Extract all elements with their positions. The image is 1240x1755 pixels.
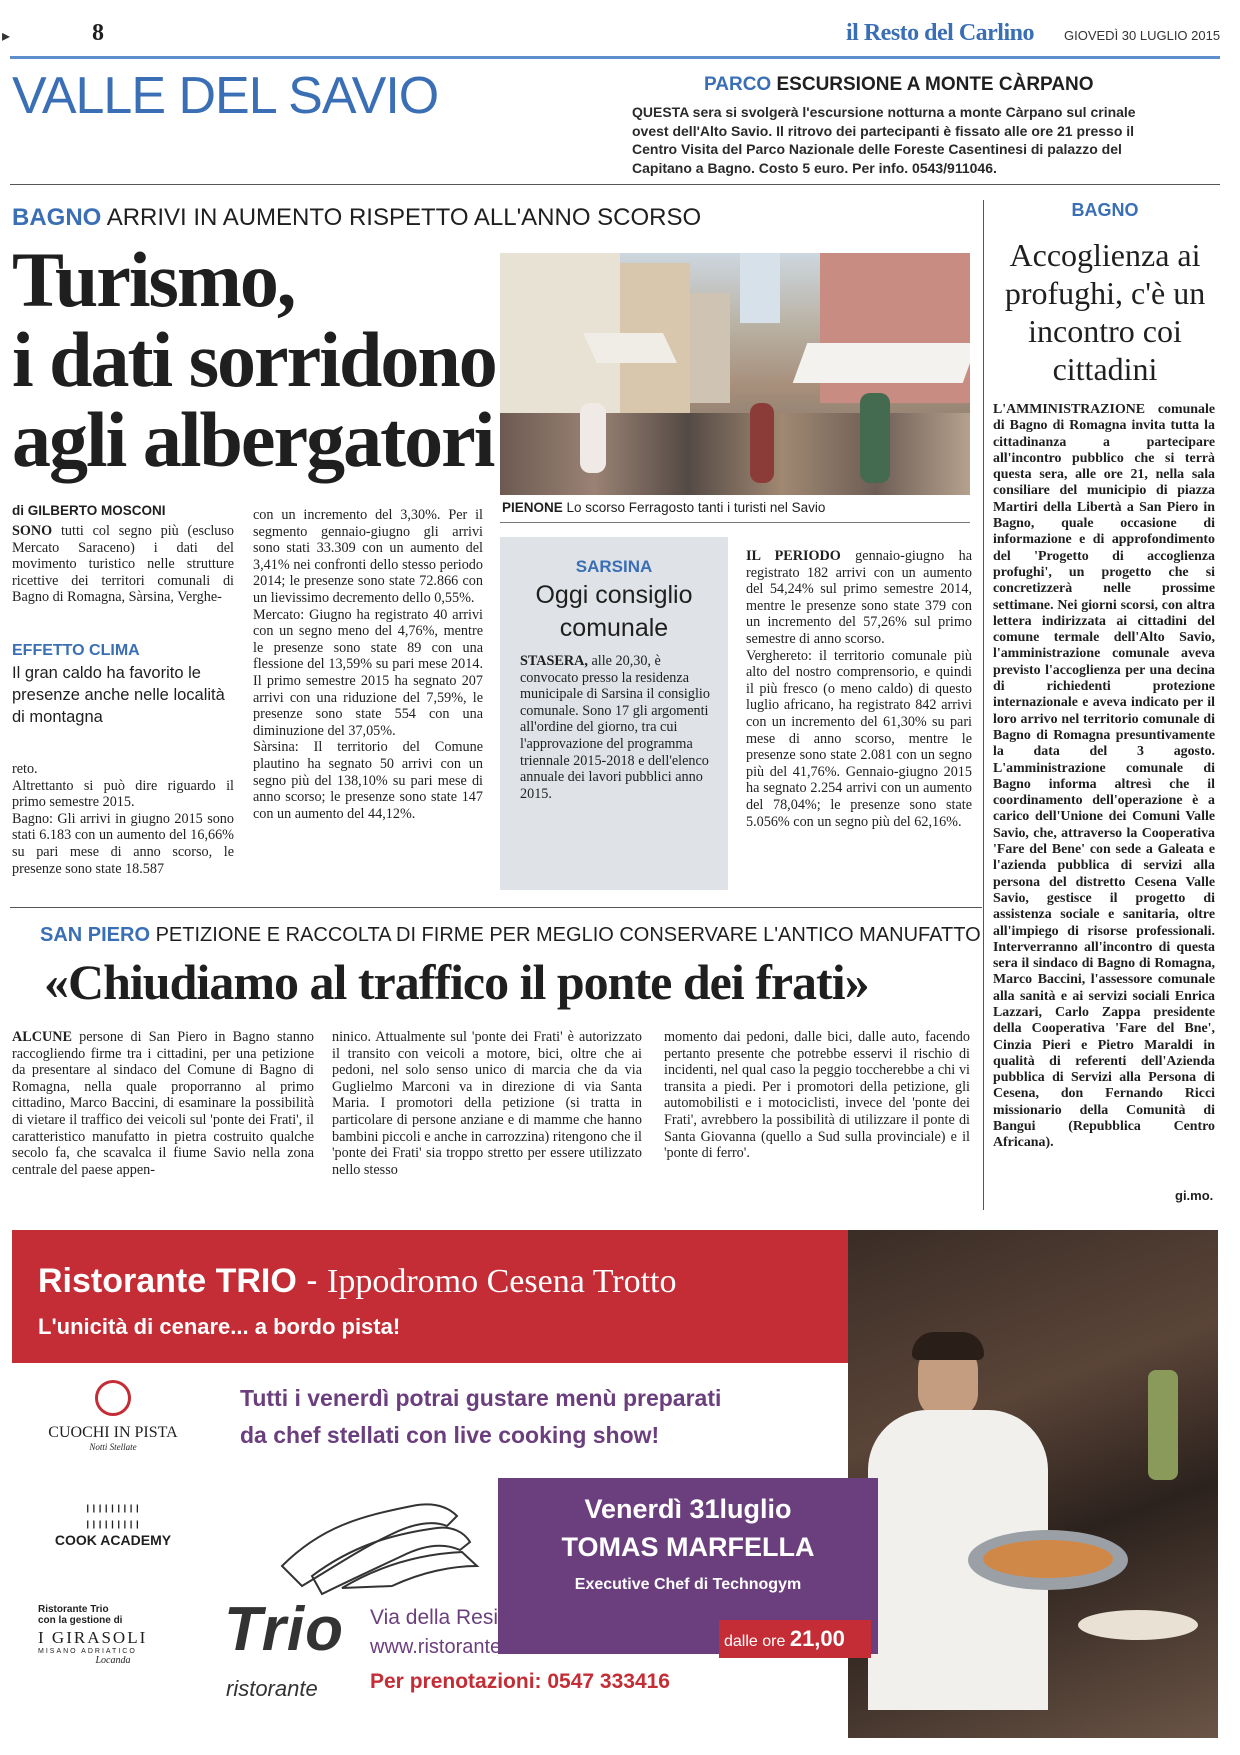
accoglienza-headline: Accoglienza ai profughi, c'è un incontro coi cittadini: [1004, 237, 1206, 387]
accoglienza-kicker: BAGNO: [1071, 200, 1139, 220]
effetto-clima-text: Il gran caldo ha favorito le presenze anche nelle località di montagna: [12, 664, 225, 726]
ad-website: www.ristorante-trio.it: [370, 1636, 552, 1658]
ad-promo-line2: da chef stellati con live cooking show!: [240, 1422, 660, 1448]
horses-logo: [272, 1476, 492, 1596]
girasoli-line2: con la gestione di: [38, 1615, 123, 1626]
rule-under-parco: [10, 184, 1220, 185]
sanpiero-headline: «Chiudiamo al traffico il ponte dei frati»: [44, 954, 869, 1010]
turismo-col2: [253, 507, 483, 822]
ad-event-date: Venerdì 31luglio: [584, 1494, 792, 1524]
sanpiero-col3: momento dai pedoni, dalle bici, dalle auto, facendo pertanto presente che potrebbe esservi il rischio di incidenti, nel qual caso la peggio toccherebbe a chi vi transita a piedi. Per i promotori della petizione, gli automobilisti e i motociclisti, invece del 'ponte dei Frati', avrebbero la possibilità di utilizzare il ponte di Santa Giovanna (quello a Sud sulla provinciale) e il 'ponte di ferro'.: [664, 1029, 970, 1162]
ad-time-value: 21,00: [789, 1626, 845, 1651]
photo-caption: [502, 500, 825, 515]
photo-caption-kicker: PIENONE: [502, 500, 563, 515]
sarsina-body: alle 20,30, è convocato presso la residenza municipale di Sarsina il consiglio comunale. Sono 17 gli argomenti all'ordine del giorno, tra cui l'approvazione del programma triennale 2015-2018 e dell'elenco annuale dei lavori pubblici anno 2015.: [520, 653, 710, 802]
issue-date: GIOVEDÌ 30 LUGLIO 2015: [1064, 28, 1221, 43]
girasoli-sub: MISANO ADRIATICO: [38, 1648, 137, 1655]
sanpiero-col1-text: persone di San Piero in Bagno stanno raccogliendo firme tra i cittadini, per una petizione da presentare al sindaco del Comune di Bagno di Romagna, nella quale proporranno al primo cittadino, Marco Baccini, di esaminare la possibilità di vietare il traffico dei veicoli sul 'ponte dei Frati', il caratteristico manufatto in pietra costruito qualche secolo fa, che scavalca il fiume Savio nella zona centrale del paese appen-: [12, 1029, 314, 1178]
turismo-headline-line2: i dati sorridono: [12, 316, 496, 403]
parco-kicker: PARCO: [704, 74, 772, 95]
ad-address: Via della Resistenza 4 - Cesena: [370, 1606, 669, 1629]
chef-hat-icon: [95, 1380, 131, 1416]
cook-academy-logo: [38, 1500, 188, 1548]
parco-headline: ESCURSIONE A MONTE CÀRPANO: [776, 74, 1094, 95]
turismo-col4-lead: IL PERIODO: [746, 548, 841, 564]
ad-chef-role: Executive Chef di Technogym: [574, 1576, 802, 1593]
masthead-rule: [10, 56, 1220, 59]
turismo-headline-line3: agli albergatori: [12, 396, 494, 483]
sarsina-headline: Oggi consiglio comunale: [535, 581, 693, 642]
girasoli-script: Locanda: [95, 1655, 131, 1666]
rule-above-sanpiero: [10, 907, 982, 908]
parco-body: sera si svolgerà l'escursione notturna a monte Càrpano sul crinale ovest dell'Alto Savio. Il ritrovo dei partecipanti è fissato alle ore 21 presso il Centro Visita del Parco Nazionale delle Foreste Casentinesi di palazzo del Capitano a Bagno. Costo 5 euro. Per info. 0543/911046.: [632, 104, 1136, 176]
cook-academy-name: COOK ACADEMY: [54, 1532, 172, 1548]
turismo-col1-lead: SONO: [12, 523, 53, 539]
trio-brand-sub: ristorante: [226, 1676, 318, 1701]
parco-headline-row: [704, 74, 1094, 96]
street-photo: [500, 253, 970, 495]
ad-chef-name: TOMAS MARFELLA: [561, 1532, 815, 1562]
turismo-col1-top: [12, 523, 234, 606]
turismo-col1-cont3: Bagno: Gli arrivi in giugno 2015 sono stati 6.183 con un aumento del 16,66% su pari mese di anno scorso, le presenze sono state 18.587: [12, 810, 234, 877]
photo-caption-text: Lo scorso Ferragosto tanti i turisti nel Savio: [566, 500, 826, 515]
turismo-col4-p2: Verghereto: il territorio comunale più alto del nostro comprensorio, e quindi il più fresco (o meno caldo) di questo luglio africano, ha registrato 842 arrivi con un incremento del 61,30% su pari mese di anno scorso, mentre le presenze sono state 2.081 con un segno più del 41,76%. Gennaio-giugno 2015 ha segnato 2.254 arrivi con un aumento del 78,04%; le presenze sono state 5.056% con un segno più del 62,16%.: [746, 647, 972, 830]
accoglienza-text: [993, 402, 1215, 1152]
turismo-col1-cont1: reto.: [12, 761, 38, 777]
turismo-col2-p2: Mercato: Giugno ha registrato 40 arrivi con un segno meno del 4,76%, mentre le presenze sono state 89 con una flessione del 13,59% su pari mese 2014. Il primo semestre 2015 ha segnato 207 arrivi con una riduzione del 7,59%, le presenze sono state 554 con una diminuzione del 37,05%.: [253, 606, 483, 739]
sanpiero-overline-text: PETIZIONE E RACCOLTA DI FIRME PER MEGLIO CONSERVARE L'ANTICO MANUFATTO: [155, 924, 981, 946]
sarsina-kicker: SARSINA: [575, 557, 653, 576]
cuochi-in-pista-name: CUOCHI IN PISTA: [48, 1424, 178, 1441]
right-column-rule: [983, 200, 984, 1210]
turismo-headline: [12, 236, 496, 483]
trio-brand: Trio: [224, 1595, 344, 1664]
sarsina-text: [500, 645, 728, 802]
turismo-col1-body: tutti col segno più (escluso Mercato Saraceno) i dati del movimento turistico nelle strutture ricettive dei territori comunali di Bagno di Romagna, Sàrsina, Verghe-: [12, 523, 234, 606]
sanpiero-kicker: SAN PIERO: [40, 924, 151, 946]
ad-banner: [12, 1230, 1218, 1738]
sarsina-box: [500, 537, 728, 890]
turismo-col4: [746, 548, 972, 830]
turismo-byline: di GILBERTO MOSCONI: [12, 503, 166, 518]
sanpiero-overline: [40, 924, 981, 947]
newspaper-name: il Resto del Carlino: [846, 20, 1034, 46]
turismo-col2-p3: Sàrsina: Il territorio del Comune plautino ha segnato 50 arrivi con un segno più del 138,10% su pari mese di anno scorso; le presenze sono state 147 con un aumento del 44,12%.: [253, 739, 483, 822]
page-number: 8: [92, 20, 104, 46]
turismo-col4-p1: gennaio-giugno ha registrato 182 arrivi con un aumento del 54,24% sul primo semestre 2014, mentre le presenze sono state 379 con un incremento del 57,26% sul primo semestre di anno scorso.: [746, 548, 972, 647]
parco-text: [632, 103, 1142, 177]
turismo-col1-bottom: [12, 761, 234, 877]
girasoli-name: I GIRASOLI: [38, 1628, 148, 1647]
sanpiero-lead: ALCUNE: [12, 1029, 72, 1045]
section-title: VALLE DEL SAVIO: [12, 67, 439, 125]
turismo-overline-text: ARRIVI IN AUMENTO RISPETTO ALL'ANNO SCORSO: [106, 204, 702, 231]
ad-promo: [240, 1380, 721, 1454]
parco-lead: QUESTA: [632, 104, 689, 120]
ad-time-label: dalle ore: [724, 1633, 786, 1650]
sanpiero-col1: [12, 1029, 314, 1178]
turismo-col2-p1: con un incremento del 3,30%. Per il segmento gennaio-giugno gli arrivi sono stati 33.309 con un aumento del 3,41% nei confronti dello stesso periodo 2014; le presenze sono state 72.866 con un lievissimo decremento dello 0,55%.: [253, 507, 483, 606]
ad-time: [724, 1626, 845, 1652]
turismo-kicker: BAGNO: [12, 204, 102, 231]
photo-caption-rule: [500, 522, 970, 523]
cuochi-in-pista-logo: [38, 1380, 188, 1452]
effetto-clima-kicker: EFFETTO CLIMA: [12, 642, 140, 659]
girasoli-logo: [38, 1604, 188, 1666]
effetto-clima-box: [12, 642, 234, 728]
sanpiero-col2: ninico. Attualmente sul 'ponte dei Frati' è autorizzato il transito con veicoli a motore, bici, oltre che ai pedoni, nel solo senso unico di marcia che da via Guglielmo Marconi va in direzione di via Santa Maria. I promotori della petizione (si tratta in particolare di persone anziane e di mamme che hanno bambini piccoli e anche in carrozzina) ritengono che il 'ponte dei Frati' sia troppo stretto per essere utilizzato nello stesso: [332, 1029, 642, 1178]
accoglienza-lead: L'AMMINISTRAZIONE: [993, 402, 1146, 417]
ad-title-part2: Ippodromo Cesena Trotto: [327, 1263, 677, 1300]
ad-booking: Per prenotazioni: 0547 333416: [370, 1670, 670, 1693]
sarsina-lead: STASERA,: [520, 653, 588, 669]
turismo-col1-cont2: Altrettanto si può dire riguardo il primo semestre 2015.: [12, 777, 234, 811]
ad-promo-line1: Tutti i venerdì potrai gustare menù preparati: [240, 1385, 722, 1411]
girasoli-line1: Ristorante Trio: [38, 1604, 109, 1615]
accoglienza-body: comunale di Bagno di Romagna invita tutta la cittadinanza a partecipare all'incontro pubblico che si terrà questa sera, alle ore 21, nella sala consiliare del municipio di piazza Martiri della Libertà a San Piero in Bagno, quale occasione di informazione e di approfondimento del 'Progetto di accoglienza profughi', un progetto che si concretizzerà nelle prossime settimane. Nei giorni scorsi, con altra lettera indirizzata ai cittadini del comune termale dell'Alto Savio, l'amministrazione comunale aveva previsto l'accoglienza per una decina di richiedenti protezione internazionale e aveva indicato per il loro arrivo nel territorio comunale di Bagno di Romagna presuntivamente la data del 3 agosto. L'amministrazione comunale di Bagno informa altresì che il coordinamento dell'operazione è a carico dell'Unione dei Comuni Valle Savio, che, attraverso la Cooperativa 'Fare del Bene' con sede a Galeata e l'azienda pubblica di servizi alla persona del distretto Cesena Valle Savio, gestisce il progetto di assistenza sociale e sanitaria, oltre all'impiego di risorse professionali. Interverranno all'incontro di questa sera il sindaco di Bagno di Romagna, Marco Baccini, l'assessore comunale alla sanità e ai servizi sociali Enrica Lazzari, Carlo Zappa presidente della Cooperativa 'Fare del Bne', Cinzia Pieri e Pietro Maraldi in qualità di referenti dell'Azienda pubblica di Servizi alla Persona di Cesena, don Fernando Ricci missionario della Comunità di Bangui (Repubblica Centro Africana).: [993, 402, 1215, 1151]
turismo-headline-line1: Turismo,: [12, 236, 295, 323]
corner-mark: ▸: [2, 28, 11, 45]
accoglienza-signature: gi.mo.: [1175, 1188, 1214, 1203]
ad-title: [38, 1262, 676, 1301]
ad-title-part1: Ristorante TRIO: [38, 1262, 297, 1300]
utensils-icon: ¦¦¦¦¦¦¦¦¦: [85, 1500, 141, 1529]
turismo-overline: [12, 204, 701, 232]
chef-photo: [848, 1230, 1218, 1738]
ad-subtitle: L'unicità di cenare... a bordo pista!: [38, 1314, 401, 1339]
cuochi-in-pista-tag: Notti Stellate: [89, 1442, 137, 1452]
ad-title-sep: -: [296, 1262, 328, 1300]
